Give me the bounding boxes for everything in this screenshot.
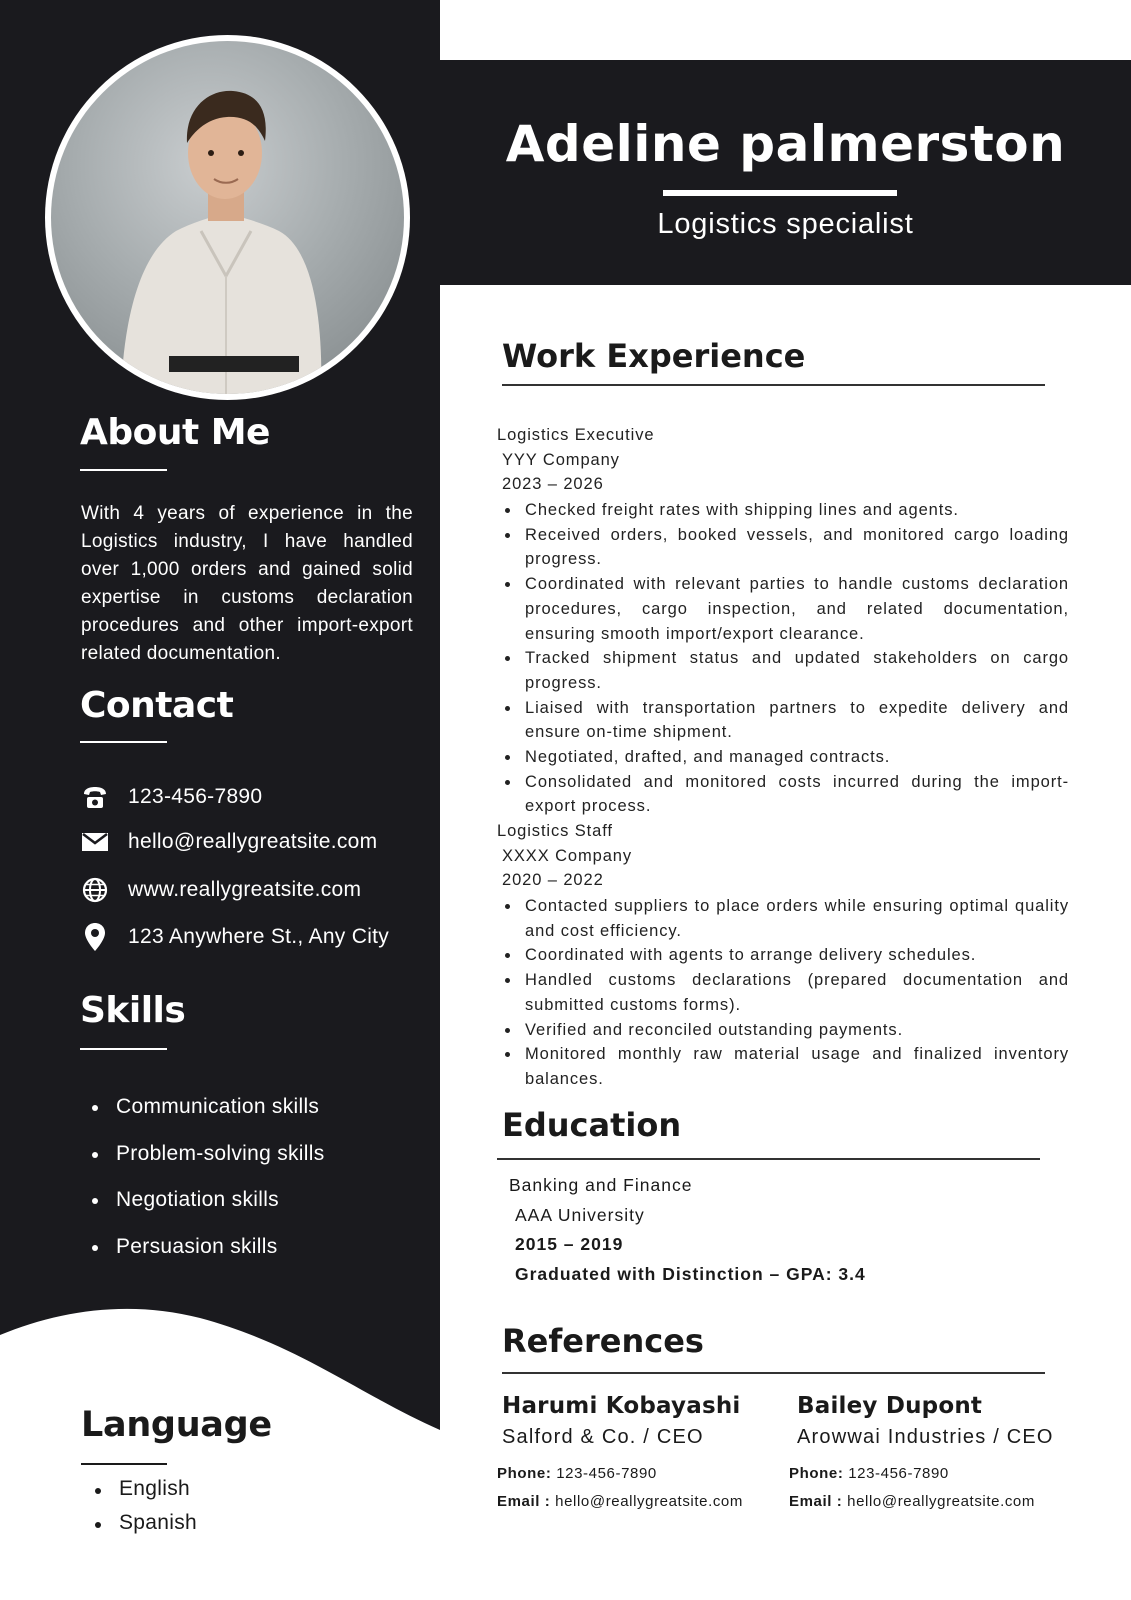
language-list [95, 1477, 197, 1545]
reference-email[interactable] [789, 1493, 1035, 1510]
skill-item: Problem-solving skills [92, 1142, 325, 1189]
job-bullet: Contacted suppliers to place orders while ensuring optimal quality and cost efficiency. [503, 894, 1069, 943]
contact-phone-text: 123-456-7890 [128, 785, 263, 808]
envelope-icon [80, 827, 110, 857]
contact-email-text: hello@reallygreatsite.com [128, 830, 378, 853]
job-bullet: Coordinated with relevant parties to handle customs declaration procedures, cargo inspection, and related documentation, ensuring smooth import/export clearance. [503, 572, 1069, 646]
header-band [440, 60, 1131, 285]
skills-list [92, 1095, 325, 1281]
person-illustration [51, 41, 404, 394]
reference-phone-value: 123-456-7890 [848, 1465, 949, 1482]
candidate-name: Adeline palmerston [505, 115, 1066, 173]
profile-photo [51, 41, 404, 394]
job-bullets [503, 894, 1069, 1092]
language-heading: Language [81, 1405, 272, 1445]
reference-phone[interactable] [789, 1465, 949, 1482]
name-rule [663, 190, 897, 196]
phone-label: Phone: [789, 1465, 844, 1482]
work-heading: Work Experience [502, 337, 806, 375]
job-bullet: Coordinated with agents to arrange delivery schedules. [503, 943, 1069, 968]
reference-phone-value: 123-456-7890 [556, 1465, 657, 1482]
profile-photo-frame [45, 35, 410, 400]
skill-item: Communication skills [92, 1095, 325, 1142]
job-bullet: Handled customs declarations (prepared documentation and submitted customs forms). [503, 968, 1069, 1017]
reference-name: Harumi Kobayashi [502, 1393, 741, 1419]
skill-item: Negotiation skills [92, 1188, 325, 1235]
education-rule [497, 1158, 1040, 1160]
reference-phone[interactable] [497, 1465, 657, 1482]
about-rule [80, 469, 167, 471]
about-text: With 4 years of experience in the Logistics industry, I have handled over 1,000 orders and gained solid expertise in customs declaration procedures and other import-export related documentation. [81, 503, 413, 664]
language-item: Spanish [95, 1511, 197, 1545]
sidebar [0, 0, 440, 1600]
contact-website-text: www.reallygreatsite.com [128, 878, 362, 901]
job-bullet: Tracked shipment status and updated stakeholders on cargo progress. [503, 646, 1069, 695]
email-label: Email : [789, 1493, 843, 1510]
contact-rule [80, 741, 167, 743]
job-bullet: Received orders, booked vessels, and monitored cargo loading progress. [503, 523, 1069, 572]
phone-icon [80, 782, 110, 812]
phone-label: Phone: [497, 1465, 552, 1482]
job-period: 2020 – 2022 [502, 871, 604, 889]
skills-rule [80, 1048, 167, 1050]
email-label: Email : [497, 1493, 551, 1510]
job-bullet: Negotiated, drafted, and managed contracts. [503, 745, 1069, 770]
reference-org: Salford & Co. / CEO [502, 1426, 704, 1448]
reference-org: Arowwai Industries / CEO [797, 1426, 1054, 1448]
skills-heading: Skills [80, 990, 186, 1031]
globe-icon [80, 875, 110, 905]
work-rule [502, 384, 1045, 386]
reference-email-value: hello@reallygreatsite.com [555, 1493, 743, 1510]
reference-email-value: hello@reallygreatsite.com [847, 1493, 1035, 1510]
job-bullet: Checked freight rates with shipping lines and agents. [503, 498, 1069, 523]
contact-website[interactable] [80, 875, 361, 905]
contact-heading: Contact [80, 685, 234, 726]
reference-name: Bailey Dupont [797, 1393, 983, 1419]
job-bullet: Consolidated and monitored costs incurred during the import-export process. [503, 770, 1069, 819]
education-note: Graduated with Distinction – GPA: 3.4 [515, 1264, 866, 1284]
candidate-role: Logistics specialist [657, 208, 914, 240]
education-degree: Banking and Finance [509, 1175, 693, 1195]
language-rule [81, 1463, 167, 1465]
job-bullet: Liaised with transportation partners to expedite delivery and ensure on-time shipment. [503, 696, 1069, 745]
education-period: 2015 – 2019 [515, 1234, 624, 1254]
job-company: XXXX Company [502, 847, 633, 865]
location-pin-icon [80, 922, 110, 952]
job-bullet: Monitored monthly raw material usage and finalized inventory balances. [503, 1042, 1069, 1091]
reference-email[interactable] [497, 1493, 743, 1510]
job-company: YYY Company [502, 451, 620, 469]
contact-phone[interactable] [80, 782, 262, 812]
contact-email[interactable] [80, 827, 377, 857]
job-position: Logistics Staff [497, 822, 613, 840]
education-heading: Education [502, 1106, 682, 1144]
job-period: 2023 – 2026 [502, 475, 604, 493]
job-position: Logistics Executive [497, 426, 655, 444]
about-heading: About Me [80, 412, 270, 453]
contact-address [80, 922, 389, 952]
job-bullets [503, 498, 1069, 819]
skill-item: Persuasion skills [92, 1235, 325, 1282]
language-item: English [95, 1477, 197, 1511]
contact-address-text: 123 Anywhere St., Any City [128, 925, 390, 948]
references-heading: References [502, 1322, 704, 1360]
education-school: AAA University [515, 1205, 645, 1225]
job-bullet: Verified and reconciled outstanding payments. [503, 1018, 1069, 1043]
references-rule [502, 1372, 1045, 1374]
